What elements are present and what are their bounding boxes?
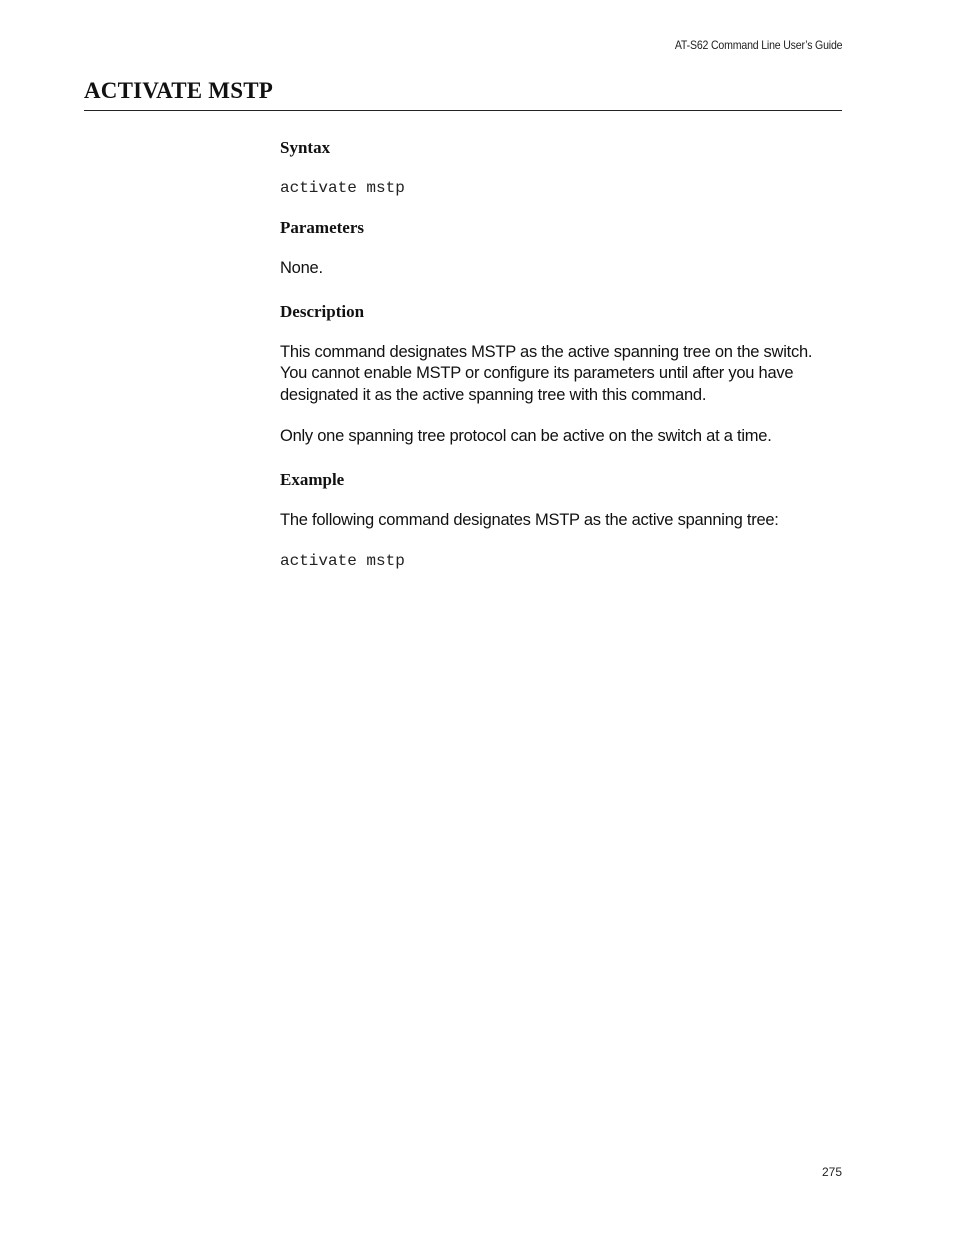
description-paragraph: Only one spanning tree protocol can be active on the switch at a time.: [280, 427, 772, 445]
command-content: [280, 137, 842, 571]
description-heading: Description: [280, 301, 365, 321]
page-title: ACTIVATE MSTP: [84, 78, 273, 103]
example-text: The following command designates MSTP as the active spanning tree:: [280, 510, 779, 529]
parameters-heading: Parameters: [280, 218, 365, 237]
page-number: 275: [821, 1165, 842, 1179]
running-header: AT-S62 Command Line User’s Guide: [674, 38, 842, 52]
description-paragraph: This command designates MSTP as the active spanning tree on the switch. You cannot enable MSTP or configure its parameters until after you have designated it as the active spanning tree with this command.: [280, 342, 813, 404]
syntax-code: activate mstp: [280, 179, 405, 197]
example-heading: Example: [280, 469, 345, 489]
syntax-heading: Syntax: [280, 138, 331, 157]
example-code: activate mstp: [280, 552, 405, 570]
parameters-text: None.: [280, 259, 323, 277]
title-rule: [84, 110, 842, 111]
